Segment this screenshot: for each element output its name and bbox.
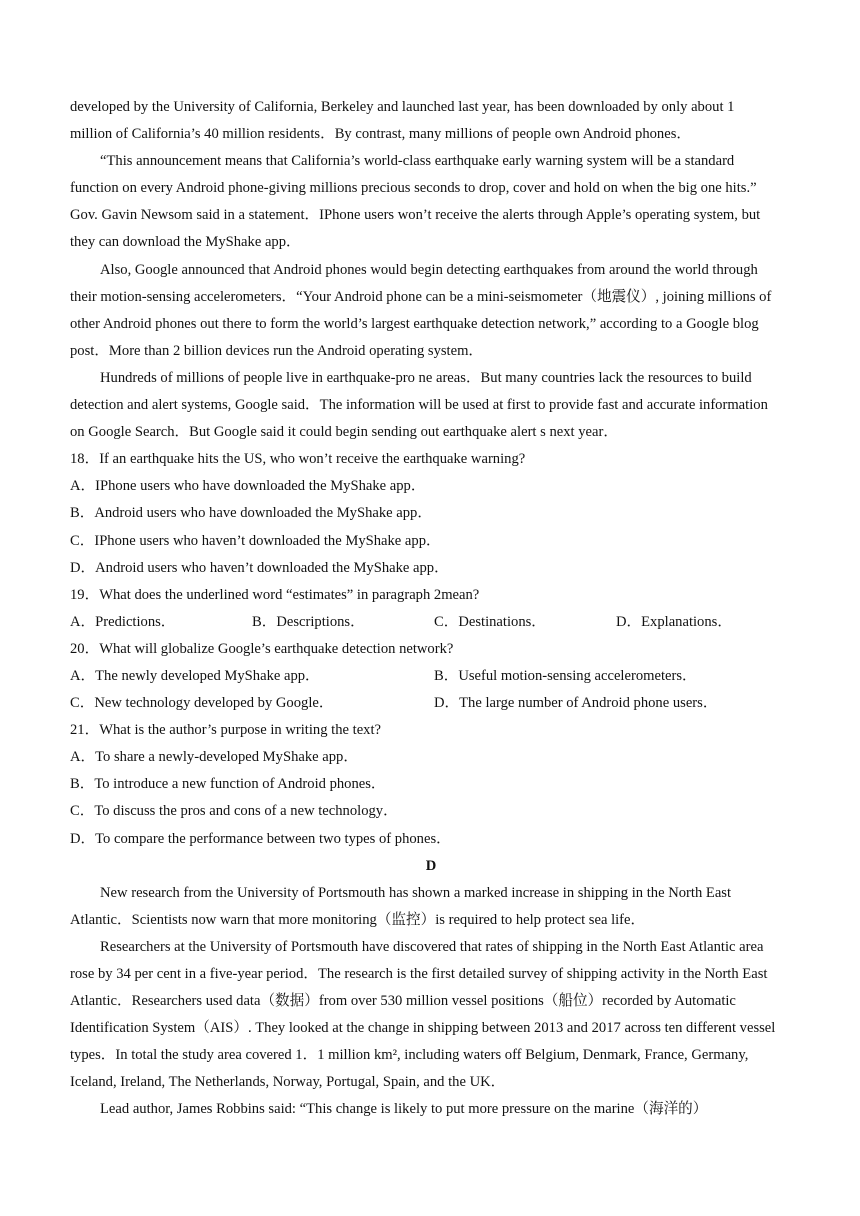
passage-line: on Google Search．But Google said it could begin sending out earthquake alert s next year． xyxy=(70,424,618,441)
question-18-option-d: D．Android users who haven’t downloaded the MyShake app． xyxy=(70,559,449,576)
question-21-option-c: C．To discuss the pros and cons of a new technology． xyxy=(70,803,398,820)
passage-line: they can download the MyShake app． xyxy=(70,234,301,251)
question-18-option-a: A．IPhone users who have downloaded the MyShake app． xyxy=(70,478,426,495)
question-21-option-d: D．To compare the performance between two types of phones． xyxy=(70,830,451,847)
passage-line: other Android phones out there to form the world’s largest earthquake detection network,” according to a Google blog xyxy=(70,315,759,332)
question-21-option-b: B．To introduce a new function of Android phones． xyxy=(70,776,386,793)
passage-line: Hundreds of millions of people live in earthquake-pro ne areas．But many countries lack the resources to build xyxy=(100,369,752,386)
question-18-option-b: B．Android users who have downloaded the MyShake app． xyxy=(70,505,432,522)
passage-line: Lead author, James Robbins said: “This change is likely to put more pressure on the marine（海洋的） xyxy=(100,1101,708,1118)
passage-line: rose by 34 per cent in a five-year period．The research is the first detailed survey of shipping activity in the North East xyxy=(70,966,768,982)
question-20-option-b: B．Useful motion-sensing accelerometers． xyxy=(434,667,697,684)
question-19-stem: 19．What does the underlined word “estimates” in paragraph 2mean? xyxy=(70,586,480,603)
passage-line: Also, Google announced that Android phones would begin detecting earthquakes from around the world through xyxy=(100,261,758,278)
passage-line: Atlantic．Researchers used data（数据）from over 530 million vessel positions（船位）recorded by Automatic xyxy=(70,993,736,1010)
question-20-option-c: C．New technology developed by Google． xyxy=(70,695,334,712)
exam-page xyxy=(70,94,792,1124)
question-20-options-row-2 xyxy=(70,690,792,717)
passage-line: Researchers at the University of Portsmouth have discovered that rates of shipping in the North East Atlantic area xyxy=(100,938,764,955)
passage-line: post．More than 2 billion devices run the Android operating system． xyxy=(70,342,484,359)
question-21-stem: 21．What is the author’s purpose in writing the text? xyxy=(70,722,382,739)
passage-line: detection and alert systems, Google said．The information will be used at first to provide fast and accurate information xyxy=(70,397,768,414)
passage-line: Gov. Gavin Newsom said in a statement．IPhone users won’t receive the alerts through Apple’s operating system, but xyxy=(70,207,761,224)
passage-line: types．In total the study area covered 1．1 million km², including waters off Belgium, Denmark, France, Germany, xyxy=(70,1047,749,1064)
passage-line: their motion-sensing accelerometers．“Your Android phone can be a mini-seismometer（地震仪）, joining millions of xyxy=(70,288,772,305)
passage-line: developed by the University of California, Berkeley and launched last year, has been downloaded by only about 1 xyxy=(70,99,735,115)
question-18-option-c: C．IPhone users who haven’t downloaded the MyShake app． xyxy=(70,532,441,549)
question-19-option-d: D．Explanations． xyxy=(616,613,732,630)
section-heading: D xyxy=(425,857,437,874)
passage-line: function on every Android phone-giving millions precious seconds to drop, cover and hold on when the big one hits.” xyxy=(70,180,757,197)
passage-line: Iceland, Ireland, The Netherlands, Norway, Portugal, Spain, and the UK． xyxy=(70,1074,506,1091)
passage-line: Identification System（AIS）. They looked at the change in shipping between 2013 and 2017 across ten different vessel xyxy=(70,1020,776,1037)
question-20-stem: 20．What will globalize Google’s earthquake detection network? xyxy=(70,640,454,657)
passage-line: million of California’s 40 million residents．By contrast, many millions of people own Android phones． xyxy=(70,126,691,143)
question-20-options-row-1 xyxy=(70,663,792,690)
question-18-stem: 18．If an earthquake hits the US, who won’t receive the earthquake warning? xyxy=(70,451,526,468)
question-19-option-a: A．Predictions． xyxy=(70,613,176,630)
passage-line: Atlantic．Scientists now warn that more monitoring（监控）is required to help protect sea life． xyxy=(70,911,646,928)
question-20-option-d: D．The large number of Android phone users． xyxy=(434,695,718,712)
question-20-option-a: A．The newly developed MyShake app． xyxy=(70,667,320,684)
question-21-option-a: A．To share a newly-developed MyShake app． xyxy=(70,749,358,766)
passage-line: New research from the University of Portsmouth has shown a marked increase in shipping in the North East xyxy=(100,884,732,901)
passage-line: “This announcement means that California’s world-class earthquake early warning system will be a standard xyxy=(100,153,735,170)
question-19-options xyxy=(70,609,792,636)
question-19-option-b: B．Descriptions． xyxy=(252,613,365,630)
question-19-option-c: C．Destinations． xyxy=(434,613,546,630)
